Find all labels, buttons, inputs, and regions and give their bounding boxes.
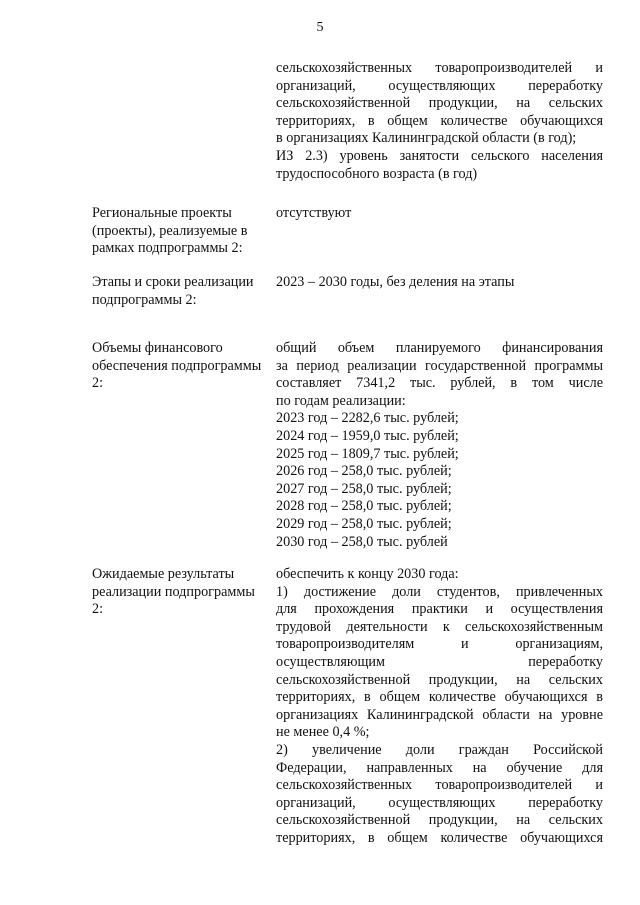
- content-line: территориях, в общем количестве обучающихся: [276, 829, 603, 846]
- content-line: 1) достижение доли студентов, привлеченных: [276, 583, 603, 600]
- content-line: 2025 год – 1809,7 тыс. рублей;: [276, 445, 459, 462]
- content-line: трудовой деятельности к сельскохозяйственным: [276, 618, 603, 635]
- content-line: по годам реализации:: [276, 392, 406, 409]
- content-line: обеспечить к концу 2030 года:: [276, 566, 459, 582]
- row-label-expected-results: Ожидаемые результаты реализации подпрограммы 2:: [92, 566, 255, 618]
- continuation-line: трудоспособного возраста (в год): [276, 165, 478, 182]
- content-line: 2030 год – 258,0 тыс. рублей: [276, 533, 448, 550]
- continuation-line: сельскохозяйственной продукции, на сельских: [276, 95, 603, 112]
- content-line: 2026 год – 258,0 тыс. рублей;: [276, 463, 452, 480]
- content-line: 2) увеличение доли граждан Российской: [276, 741, 603, 758]
- row-label-regional-projects: Региональные проекты (проекты), реализуемые в рамках подпрограммы 2:: [92, 205, 248, 257]
- continuation-line: сельскохозяйственных товаропроизводителей и: [276, 60, 603, 76]
- content-line: организаций, осуществляющих переработку: [276, 794, 603, 811]
- content-line: отсутствуют: [276, 205, 352, 221]
- page-number: 5: [316, 20, 324, 35]
- content-line: не менее 0,4 %;: [276, 724, 370, 741]
- continuation-line: территориях, в общем количестве обучающихся: [276, 112, 603, 129]
- content-line: осуществляющим переработку: [276, 653, 603, 670]
- content-line: Федерации, направленных на обучение для: [276, 759, 603, 776]
- row-label-funding: Объемы финансового обеспечения подпрограммы 2:: [92, 340, 262, 392]
- content-line: товаропроизводителям и организациям,: [276, 636, 603, 653]
- content-line: 2029 год – 258,0 тыс. рублей;: [276, 515, 452, 532]
- continuation-line: в организациях Калининградской области (в год);: [276, 130, 577, 147]
- continuation-line: организаций, осуществляющих переработку: [276, 77, 603, 94]
- row-content-stages-terms: [276, 274, 603, 292]
- row-content-funding: [276, 340, 603, 551]
- row-content-regional-projects: [276, 205, 603, 223]
- content-line: сельскохозяйственной продукции, на сельских: [276, 812, 603, 829]
- content-line: для прохождения практики и осуществления: [276, 601, 603, 618]
- content-line: сельскохозяйственных товаропроизводителей и: [276, 777, 603, 794]
- content-line: общий объем планируемого финансирования: [276, 340, 603, 356]
- content-line: за период реализации государственной программы: [276, 357, 603, 374]
- content-line: территориях, в общем количестве обучающихся в: [276, 689, 603, 706]
- content-line: 2027 год – 258,0 тыс. рублей;: [276, 480, 452, 497]
- row-label-stages-terms: Этапы и сроки реализации подпрограммы 2:: [92, 274, 254, 308]
- content-line: 2023 год – 2282,6 тыс. рублей;: [276, 410, 459, 427]
- continuation-line: ИЗ 2.3) уровень занятости сельского населения: [276, 147, 603, 164]
- content-line: 2028 год – 258,0 тыс. рублей;: [276, 498, 452, 515]
- content-line: организациях Калининградской области на уровне: [276, 706, 603, 723]
- content-line: сельскохозяйственной продукции, на сельских: [276, 671, 603, 688]
- continuation-text: [276, 60, 603, 183]
- row-content-expected-results: [276, 566, 603, 848]
- content-line: 2024 год – 1959,0 тыс. рублей;: [276, 427, 459, 444]
- content-line: 2023 – 2030 годы, без деления на этапы: [276, 274, 515, 290]
- content-line: составляет 7341,2 тыс. рублей, в том числе: [276, 375, 603, 392]
